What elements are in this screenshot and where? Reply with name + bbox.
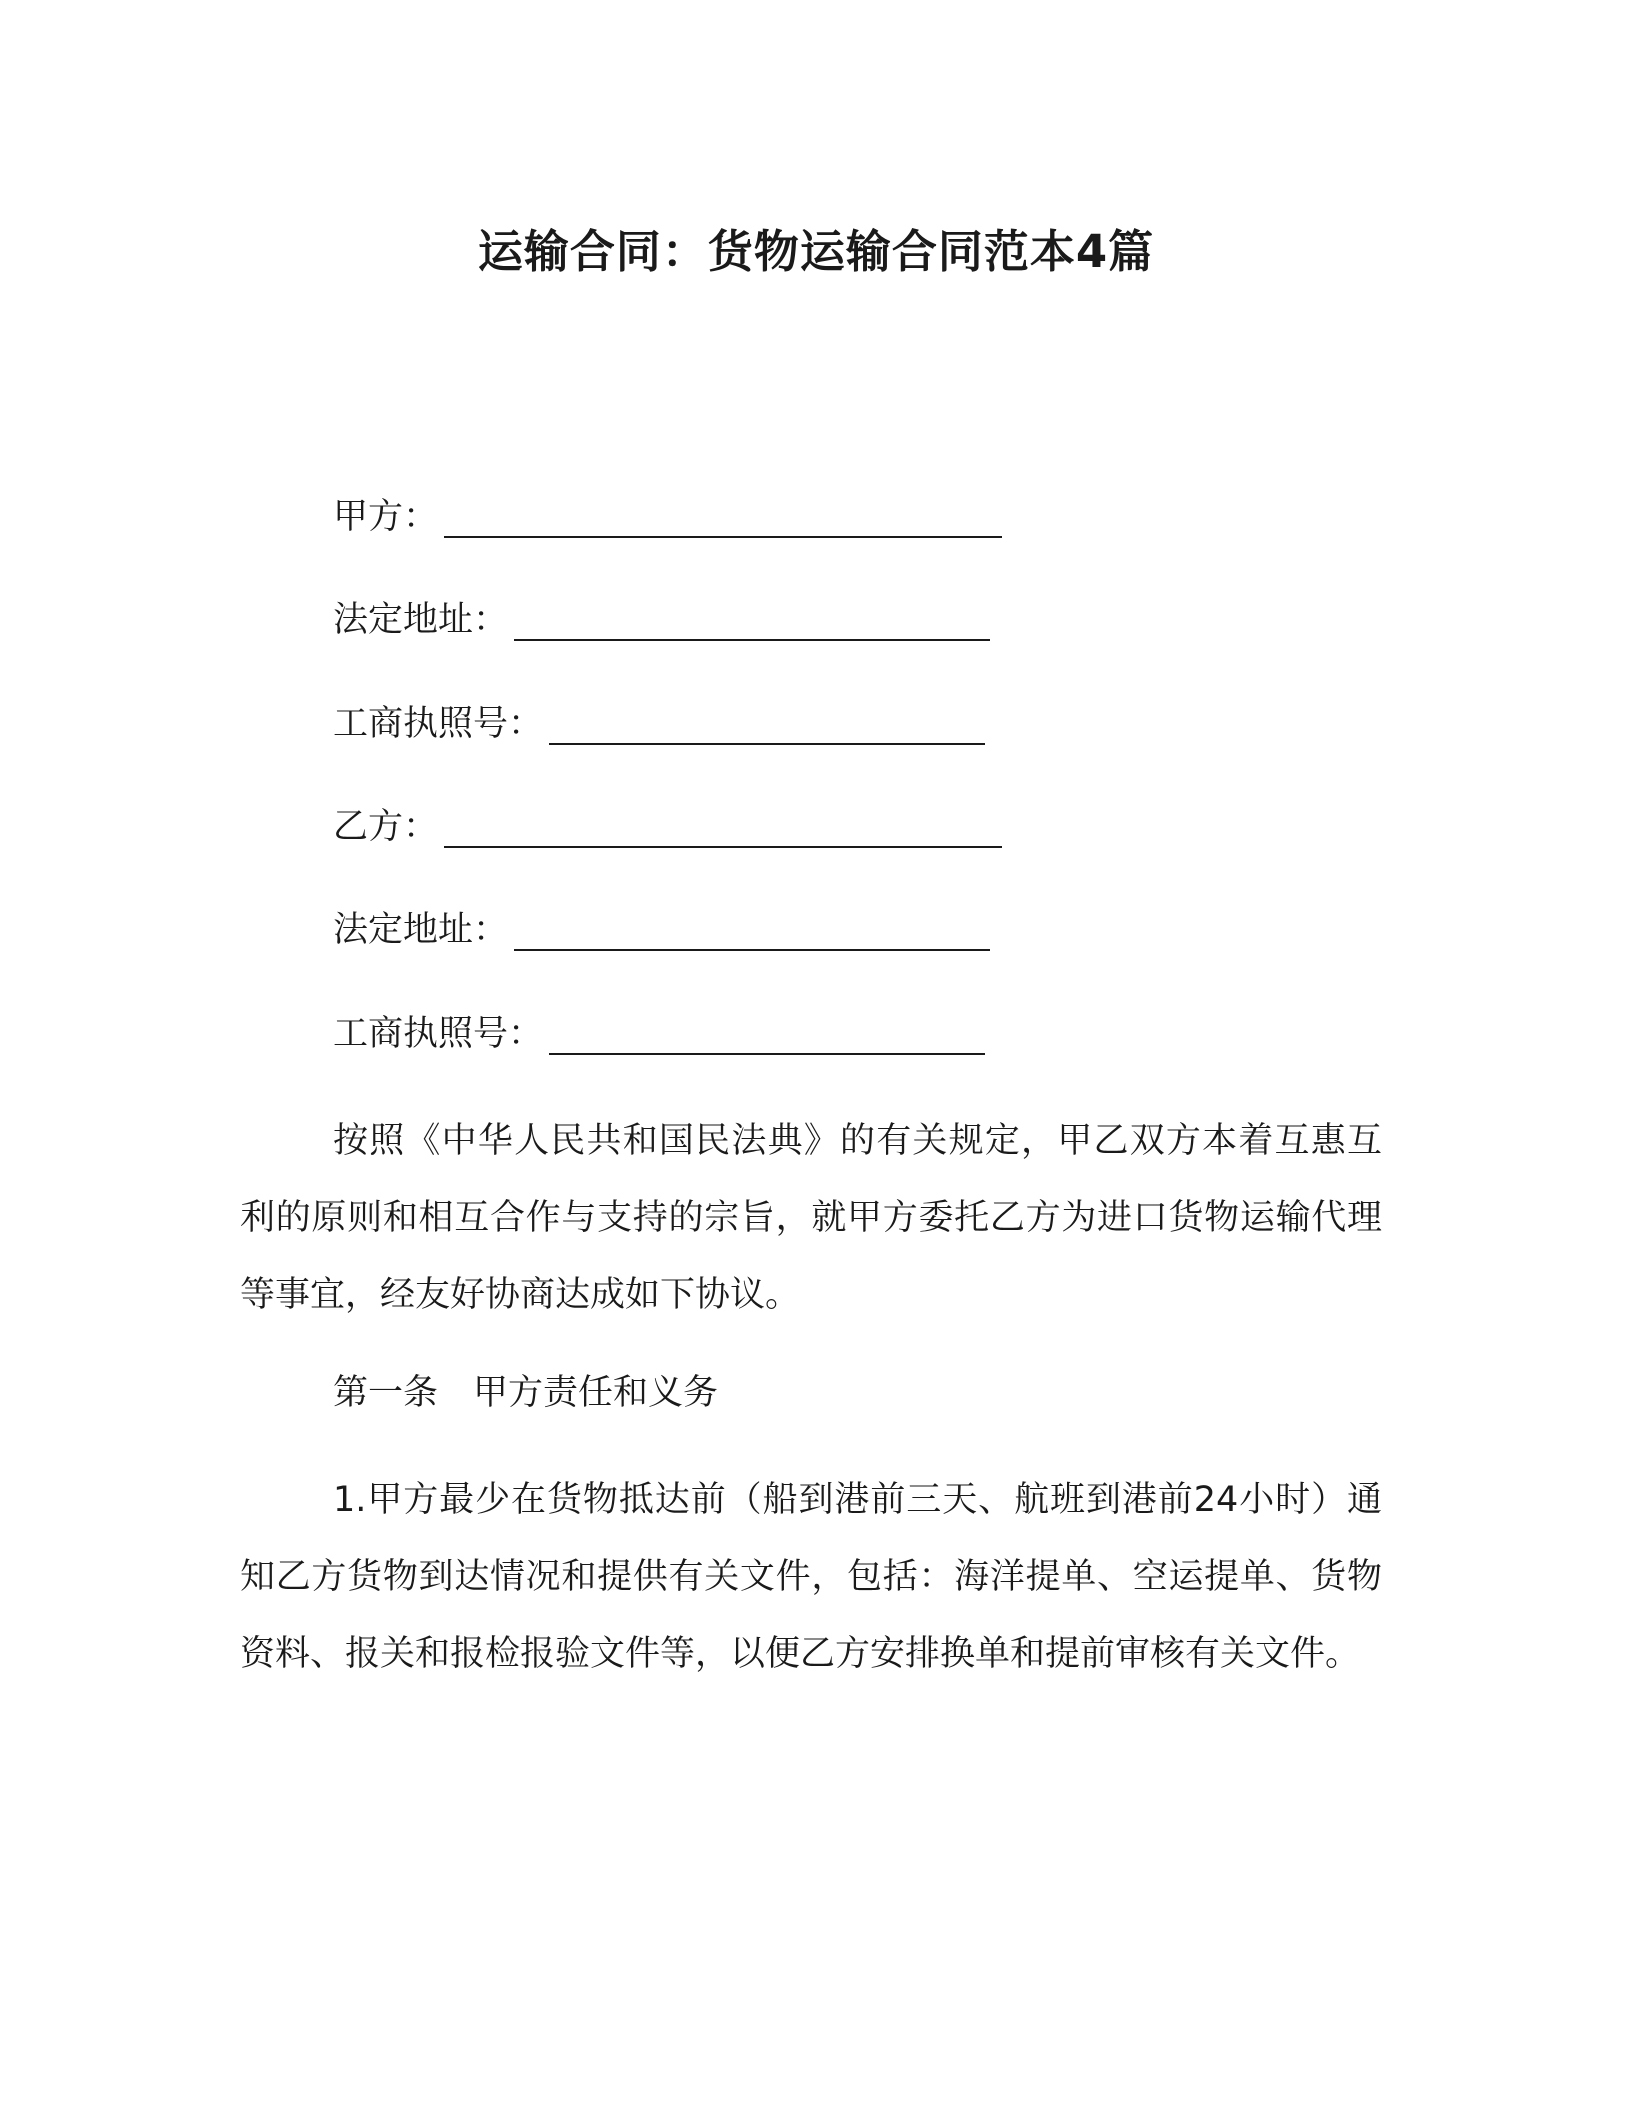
document-title: 运输合同：货物运输合同范本4篇 [477,225,1155,278]
party-a-license-label: 工商执照号： [333,704,544,744]
party-a-license-blank [549,699,985,745]
party-a-name-field [333,492,1002,542]
party-b-name-label: 乙方： [333,807,439,847]
party-b-license-label: 工商执照号： [333,1014,544,1054]
party-a-name-label: 甲方： [333,497,439,537]
party-a-address-label: 法定地址： [333,600,509,640]
party-b-address-blank [514,905,990,951]
party-b-license-field [333,1009,985,1059]
party-b-address-label: 法定地址： [333,910,509,950]
party-b-name-blank [444,802,1002,848]
article-1-clause-1: 1.甲方最少在货物抵达前（船到港前三天、航班到港前24小时）通知乙方货物到达情况和提供有关文件，包括：海洋提单、空运提单、货物资料、报关和报检报验文件等，以便乙方安排换单和提前审核有关文件。 [240,1480,1382,1674]
article-1-heading: 第一条 甲方责任和义务 [333,1373,719,1413]
party-b-name-field [333,802,1002,852]
party-a-license-field [333,699,985,749]
preamble-paragraph: 按照《中华人民共和国民法典》的有关规定，甲乙双方本着互惠互利的原则和相互合作与支持的宗旨，就甲方委托乙方为进口货物运输代理等事宜，经友好协商达成如下协议。 [240,1121,1382,1315]
party-a-name-blank [444,492,1002,538]
party-b-address-field [333,905,990,955]
party-a-address-field [333,595,990,645]
party-b-license-blank [549,1009,985,1055]
party-a-address-blank [514,595,990,641]
